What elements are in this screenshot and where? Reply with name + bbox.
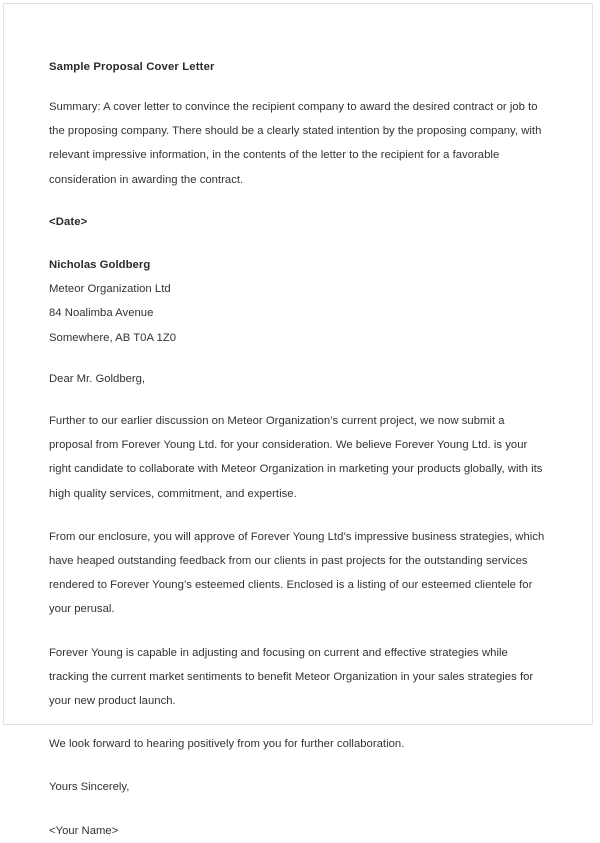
date-placeholder: <Date> — [49, 215, 88, 228]
body-paragraph-1: Further to our earlier discussion on Meteor Organization’s current project, we now submit a proposal from Forever Young Ltd. for your consideration. We believe Forever Young Ltd. is your right candidate to collaborate with Meteor Organization in marketing your products globally, with its high quality services, commitment, and expertise. — [49, 415, 543, 500]
body-paragraph-3: Forever Young is capable in adjusting and focusing on current and effective strategies while tracking the current market sentiments to benefit Meteor Organization in your sales strategies for your new product launch. — [49, 646, 534, 708]
page-title: Sample Proposal Cover Letter — [49, 61, 215, 73]
spacer-after-address — [49, 350, 549, 367]
body-paragraph-2: From our enclosure, you will approve of Forever Young Ltd’s impressive business strategies, which have heaped outstanding feedback from our clients in past projects for the outstanding services rendered to Forever Young’s esteemed clients. Enclosed is a listing of our esteemed clientele for your perusal. — [49, 530, 545, 616]
spacer-after-date — [49, 234, 549, 253]
page-sheet — [3, 3, 593, 837]
recipient-city-postal: Somewhere, AB T0A 1Z0 — [49, 331, 177, 344]
salutation: Dear Mr. Goldberg, — [49, 372, 146, 385]
letter-content — [49, 59, 549, 843]
recipient-name: Nicholas Goldberg — [49, 259, 151, 272]
closing-line: Yours Sincerely, — [49, 781, 130, 794]
body-paragraph-4: We look forward to hearing positively from you for further collaboration. — [49, 738, 405, 751]
summary-paragraph: Summary: A cover letter to convince the recipient company to award the desired contract or job to the proposing company. There should be a clearly stated intention by the proposing company, with relevant impressive information, in the contents of the letter to the recipient for a favorable consideration in awarding the contract. — [49, 101, 542, 186]
recipient-organization: Meteor Organization Ltd — [49, 283, 171, 296]
signature-placeholder: <Your Name> — [49, 824, 119, 837]
recipient-street: 84 Noalimba Avenue — [49, 307, 154, 320]
